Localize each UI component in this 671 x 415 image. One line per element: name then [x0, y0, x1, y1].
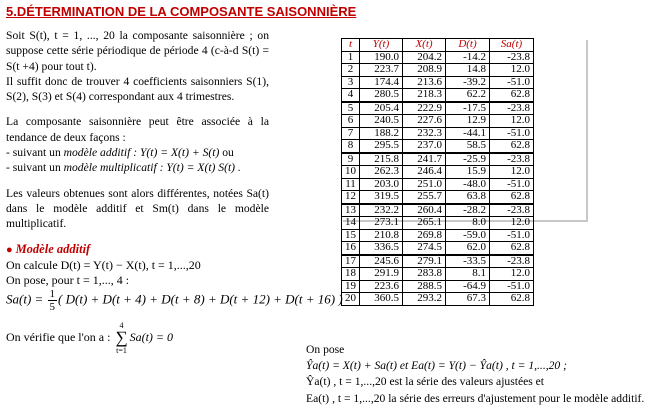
- cell-x: 269.8: [403, 229, 446, 242]
- formula-lhs: Sa(t) =: [6, 291, 47, 307]
- page-title: 5.DÉTERMINATION DE LA COMPOSANTE SAISONNIÈRE: [6, 4, 357, 19]
- header-y: Y(t): [360, 39, 403, 52]
- cell-sa: -23.8: [490, 255, 534, 268]
- cell-y: 291.9: [360, 268, 403, 281]
- header-x: X(t): [403, 39, 446, 52]
- cell-y: 245.6: [360, 255, 403, 268]
- table-row: [342, 178, 534, 191]
- cell-t: 3: [342, 76, 360, 89]
- cell-d: -17.5: [446, 102, 490, 115]
- cell-x: 288.5: [403, 280, 446, 293]
- table-body: [342, 51, 534, 305]
- table-row: [342, 76, 534, 89]
- intro-paragraph-2: Il suffit donc de trouver 4 coefficients saisonniers S(1), S(2), S(3) et S(4) correspondant aux 4 trimestres.: [6, 74, 269, 104]
- cell-x: 208.9: [403, 64, 446, 77]
- calc-line: On calcule D(t) = Y(t) − X(t), t = 1,...,20: [6, 257, 201, 272]
- bullet-additive-prefix: - suivant un: [6, 146, 64, 160]
- formula-rhs: ( D(t) + D(t + 4) + D(t + 8) + D(t + 12) + D(t + 16) ): [58, 291, 343, 307]
- table-row: [342, 204, 534, 217]
- sum-symbol: [115, 321, 127, 355]
- table-row: [342, 140, 534, 153]
- bottom-text: [306, 342, 668, 407]
- table-row: [342, 280, 534, 293]
- intro-paragraph-4: Les valeurs obtenues sont alors différentes, notées Sa(t) dans le modèle additif et Sm(t) dans le modèle multiplicatif.: [6, 186, 269, 231]
- cell-y: 262.3: [360, 166, 403, 179]
- cell-d: 63.8: [446, 191, 490, 204]
- cell-y: 215.8: [360, 153, 403, 166]
- verify-line: [6, 321, 269, 355]
- cell-y: 190.0: [360, 51, 403, 64]
- cell-x: 283.8: [403, 268, 446, 281]
- intro-paragraph-1: Soit S(t), t = 1, ..., 20 la composante saisonnière ; on suppose cette série périodique de période 4 (c-à-d S(t) = S(t +4) pour tout t).: [6, 29, 269, 73]
- cell-y: 223.6: [360, 280, 403, 293]
- cell-d: -64.9: [446, 280, 490, 293]
- error-definition: et Ea(t) = Y(t) − Ŷa(t) , t = 1,...,20 ;: [397, 359, 567, 373]
- cell-t: 4: [342, 89, 360, 102]
- header-sa: Sa(t): [490, 39, 534, 52]
- cell-d: 15.9: [446, 166, 490, 179]
- cell-t: 18: [342, 268, 360, 281]
- cell-sa: -51.0: [490, 229, 534, 242]
- table-header-row: [342, 39, 534, 52]
- cell-sa: -51.0: [490, 127, 534, 140]
- cell-d: 62.0: [446, 242, 490, 255]
- cell-x: 232.3: [403, 127, 446, 140]
- cell-x: 265.1: [403, 217, 446, 230]
- cell-sa: 62.8: [490, 89, 534, 102]
- cell-x: 222.9: [403, 102, 446, 115]
- cell-x: 279.1: [403, 255, 446, 268]
- bullet-additive-label: modèle additif: [63, 146, 131, 160]
- cell-sa: 62.8: [490, 191, 534, 204]
- fitted-value-definition: Ŷa(t) = X(t) + Sa(t): [306, 359, 397, 373]
- header-t: t: [342, 39, 360, 52]
- cell-sa: 12.0: [490, 115, 534, 128]
- cell-t: 1: [342, 51, 360, 64]
- cell-x: 246.4: [403, 166, 446, 179]
- cell-t: 5: [342, 102, 360, 115]
- table-row: [342, 217, 534, 230]
- cell-sa: 62.8: [490, 242, 534, 255]
- cell-x: 213.6: [403, 76, 446, 89]
- bottom-line-4: Ea(t) , t = 1,...,20 la série des erreurs d'ajustement pour le modèle additif.: [306, 391, 645, 405]
- cell-sa: 12.0: [490, 64, 534, 77]
- cell-y: 319.5: [360, 191, 403, 204]
- cell-d: -14.2: [446, 51, 490, 64]
- table-row: [342, 115, 534, 128]
- cell-t: 10: [342, 166, 360, 179]
- cell-d: 67.3: [446, 293, 490, 306]
- bullet-multiplicative-prefix: - suivant un: [6, 161, 64, 175]
- table-row: [342, 293, 534, 306]
- cell-sa: 12.0: [490, 217, 534, 230]
- fraction-denominator: 5: [49, 301, 56, 314]
- bottom-line-3: Ŷa(t) , t = 1,...,20 est la série des valeurs ajustées et: [306, 375, 545, 389]
- red-bullet-icon: ●: [6, 243, 13, 256]
- table-row: [342, 127, 534, 140]
- bottom-line-2: [306, 358, 668, 374]
- cell-y: 203.0: [360, 178, 403, 191]
- cell-t: 16: [342, 242, 360, 255]
- bullet-multiplicative-formula: : Y(t) = X(t) S(t) .: [156, 161, 241, 175]
- cell-t: 11: [342, 178, 360, 191]
- cell-x: 227.6: [403, 115, 446, 128]
- cell-t: 12: [342, 191, 360, 204]
- cell-t: 6: [342, 115, 360, 128]
- additive-model-heading-row: [6, 242, 269, 258]
- cell-sa: -51.0: [490, 280, 534, 293]
- cell-sa: 12.0: [490, 166, 534, 179]
- sigma-icon: ∑: [115, 328, 128, 348]
- table-row: [342, 64, 534, 77]
- data-table: [341, 38, 534, 306]
- bullet-additive-formula: : Y(t) = X(t) + S(t): [130, 146, 220, 160]
- table-row: [342, 268, 534, 281]
- cell-d: 14.8: [446, 64, 490, 77]
- table-row: [342, 51, 534, 64]
- cell-sa: -23.8: [490, 51, 534, 64]
- cell-d: -28.2: [446, 204, 490, 217]
- cell-sa: -23.8: [490, 153, 534, 166]
- cell-x: 237.0: [403, 140, 446, 153]
- bullet-multiplicative-model: [6, 160, 269, 175]
- fraction: [48, 288, 58, 313]
- cell-t: 9: [342, 153, 360, 166]
- cell-t: 15: [342, 229, 360, 242]
- cell-y: 240.5: [360, 115, 403, 128]
- table-row: [342, 153, 534, 166]
- cell-t: 20: [342, 293, 360, 306]
- cell-sa: 62.8: [490, 140, 534, 153]
- cell-t: 13: [342, 204, 360, 217]
- cell-d: -48.0: [446, 178, 490, 191]
- header-d: D(t): [446, 39, 490, 52]
- cell-t: 19: [342, 280, 360, 293]
- cell-y: 174.4: [360, 76, 403, 89]
- cell-y: 188.2: [360, 127, 403, 140]
- cell-t: 2: [342, 64, 360, 77]
- bottom-line-1: On pose: [306, 343, 345, 356]
- cell-y: 336.5: [360, 242, 403, 255]
- seasonal-average-formula: [6, 288, 343, 314]
- cell-x: 274.5: [403, 242, 446, 255]
- cell-sa: -23.8: [490, 102, 534, 115]
- cell-x: 204.2: [403, 51, 446, 64]
- cell-y: 205.4: [360, 102, 403, 115]
- cell-x: 218.3: [403, 89, 446, 102]
- cell-d: 8.1: [446, 268, 490, 281]
- table-row: [342, 229, 534, 242]
- table-row: [342, 89, 534, 102]
- table-row: [342, 242, 534, 255]
- cell-x: 255.7: [403, 191, 446, 204]
- cell-y: 232.2: [360, 204, 403, 217]
- cell-y: 210.8: [360, 229, 403, 242]
- bullet-additive-suffix: ou: [219, 146, 234, 160]
- cell-d: 62.2: [446, 89, 490, 102]
- verify-prefix: On vérifie que l'on a :: [6, 330, 111, 345]
- cell-y: 273.1: [360, 217, 403, 230]
- cell-d: 58.5: [446, 140, 490, 153]
- bullet-additive-model: [6, 145, 269, 160]
- cell-d: 12.9: [446, 115, 490, 128]
- cell-x: 241.7: [403, 153, 446, 166]
- cell-t: 14: [342, 217, 360, 230]
- cell-d: -59.0: [446, 229, 490, 242]
- sum-lower-bound: t=1: [116, 346, 127, 356]
- cell-t: 8: [342, 140, 360, 153]
- cell-y: 360.5: [360, 293, 403, 306]
- pose-line: On pose, pour t = 1,..., 4 :: [6, 273, 130, 288]
- cell-sa: 12.0: [490, 268, 534, 281]
- cell-x: 293.2: [403, 293, 446, 306]
- table-row: [342, 255, 534, 268]
- cell-y: 295.5: [360, 140, 403, 153]
- sum-upper-bound: 4: [119, 321, 124, 331]
- cell-sa: -51.0: [490, 76, 534, 89]
- cell-y: 280.5: [360, 89, 403, 102]
- bullet-multiplicative-label: modèle multiplicatif: [63, 161, 157, 175]
- verify-formula: Sa(t) = 0: [129, 330, 174, 345]
- cell-x: 260.4: [403, 204, 446, 217]
- cell-t: 7: [342, 127, 360, 140]
- cell-sa: -51.0: [490, 178, 534, 191]
- cell-sa: 62.8: [490, 293, 534, 306]
- cell-d: -44.1: [446, 127, 490, 140]
- cell-t: 17: [342, 255, 360, 268]
- cell-d: -25.9: [446, 153, 490, 166]
- cell-d: -39.2: [446, 76, 490, 89]
- additive-model-heading: Modèle additif: [15, 241, 91, 256]
- table-row: [342, 166, 534, 179]
- cell-sa: -23.8: [490, 204, 534, 217]
- table-row: [342, 102, 534, 115]
- table-row: [342, 191, 534, 204]
- cell-y: 223.7: [360, 64, 403, 77]
- cell-d: -33.5: [446, 255, 490, 268]
- cell-x: 251.0: [403, 178, 446, 191]
- intro-paragraph-3: La composante saisonnière peut être associée à la tendance de deux façons :: [6, 115, 269, 144]
- left-column: [6, 28, 343, 356]
- fraction-numerator: 1: [49, 288, 56, 301]
- cell-d: 8.0: [446, 217, 490, 230]
